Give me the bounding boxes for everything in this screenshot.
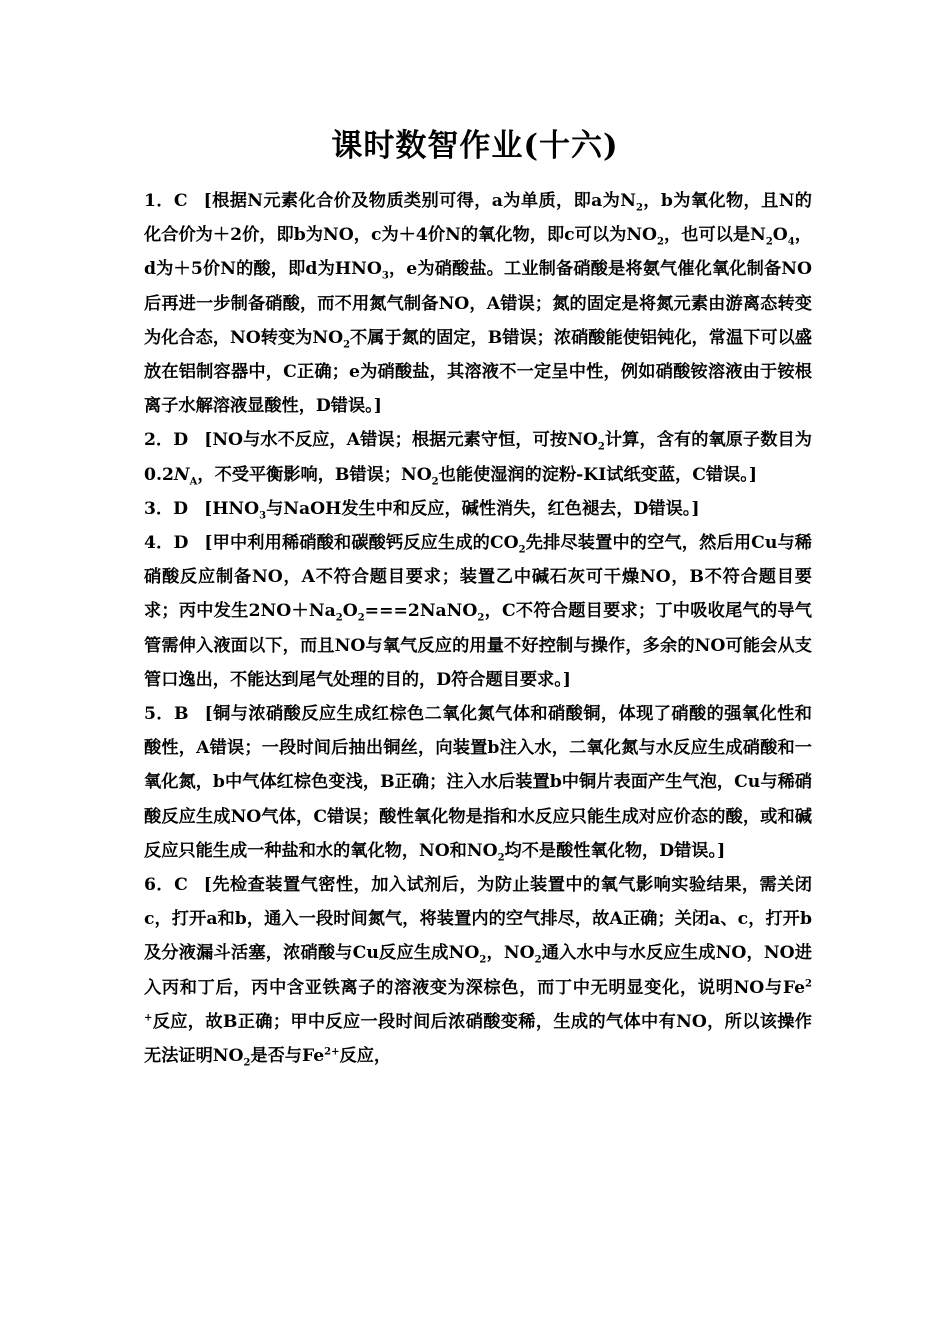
italic-symbol: N (173, 464, 190, 485)
subscript: 2 (597, 441, 605, 453)
superscript: 2+ (324, 1046, 340, 1058)
explanation-text: 通入水中与水反应生成NO，NO进入丙和丁后，丙中含亚铁离子的溶液变为深棕色，而丁中无明显变化，说明NO与Fe (144, 943, 812, 998)
explanation-text: [HNO (204, 498, 260, 519)
explanation-text: [铜与浓硝酸反应生成红棕色二氧化氮气体和硝酸铜，体现了硝酸的强氧化性和酸性，A错误；一段时间后抽出铜丝，向装置b注入水，二氧化氮与水反应生成硝酸和一氧化氮，b中气体红棕色变浅，B正确；注入水后装置b中铜片表面产生气泡，Cu与稀硝酸反应生成NO气体，C错误；酸性氧化物是指和水反应只能生成对应价态的酸，或和碱反应只能生成一种盐和水的氧化物，NO和NO (144, 704, 812, 861)
answer-choice: D (173, 533, 189, 554)
answer-choice: D (173, 430, 189, 451)
subscript: 3 (259, 510, 267, 522)
explanation-text: ，e为硝酸盐。工业制备硝酸是将氨气催化氧化制备NO后再进一步制备硝酸，而不用氮气制备NO，A错误；氮的固定是将氮元素由游离态转变为化合态，NO转变为NO (144, 259, 812, 348)
subscript: 2 (518, 544, 526, 556)
explanation-text: O (772, 225, 788, 246)
subscript: 2 (477, 612, 485, 624)
explanation-text: ，也可以是N (663, 225, 766, 246)
answer-choice: C (173, 191, 188, 211)
subscript: 2 (357, 612, 365, 624)
subscript: 2 (765, 236, 773, 248)
explanation-text: [NO与水不反应，A错误；根据元素守恒，可按NO (204, 430, 598, 451)
explanation-text: ，不受平衡影响，B错误；NO (197, 464, 432, 485)
subscript: 2 (243, 1057, 251, 1069)
subscript: 4 (787, 236, 795, 248)
answer-number: 3． (144, 498, 174, 519)
explanation-text: 反应，故B正确；甲中反应一段时间后浓硝酸变稀，生成的气体中有NO，所以该操作无法证明NO (144, 1011, 812, 1067)
answer-item-3 (144, 492, 812, 526)
superscript: 2+ (144, 977, 812, 1024)
explanation-text: 计算，含有的氧原子数目为0.2 (144, 430, 812, 485)
explanation-text: 反应， (339, 1046, 392, 1067)
subscript: 2 (335, 612, 343, 624)
subscript: 2 (431, 476, 439, 488)
answer-item-6 (144, 868, 812, 1073)
explanation-text: 也能使湿润的淀粉-KI试纸变蓝，C错误。] (438, 464, 757, 485)
answer-item-2 (144, 423, 812, 491)
answer-number: 4． (144, 533, 174, 554)
explanation-text: ，C不符合题目要求；丁中吸收尾气的导气管需伸入液面以下，而且NO与氧气反应的用量不好控制与操作，多余的NO可能会从支管口逸出，不能达到尾气处理的目的，D符合题目要求。] (144, 601, 812, 690)
explanation-text: 是否与Fe (250, 1046, 325, 1067)
answer-number: 1． (144, 191, 174, 211)
answer-item-4 (144, 526, 812, 697)
subscript: 2 (657, 236, 664, 248)
answer-number: 6． (144, 875, 175, 896)
answer-number: 5． (144, 704, 175, 725)
subscript: 2 (479, 954, 487, 966)
subscript: 2 (534, 954, 542, 966)
explanation-text: O (342, 601, 358, 622)
answer-choice: C (174, 875, 188, 896)
explanation-text: [甲中利用稀硝酸和碳酸钙反应生成的CO (204, 533, 519, 554)
explanation-text: 不属于氮的固定，B错误；浓硝酸能使铝钝化，常温下可以盛放在铝制容器中，C正确；e为硝酸盐，其溶液不一定呈中性，例如硝酸铵溶液由于铵根离子水解溶液显酸性，D错误。] (144, 327, 812, 417)
explanation-text: ===2NaNO (364, 601, 478, 622)
page-title: 课时数智作业(十六) (331, 128, 619, 164)
answer-choice: D (173, 498, 189, 519)
explanation-text: ，d为＋5价N的酸，即d为HNO (144, 225, 812, 280)
explanation-text: [根据N元素化合价及物质类别可得，a为单质，即a为N (203, 191, 636, 211)
answer-list (144, 184, 812, 1073)
answer-number: 2． (144, 430, 174, 451)
subscript: 2 (497, 852, 505, 864)
explanation-text: ，b为氧化物，且N的化合价为＋2价，即b为NO，c为＋4价N的氧化物，即c可以为NO (144, 191, 812, 246)
explanation-text: 先排尽装置中的空气，然后用Cu与稀硝酸反应制备NO，A不符合题目要求；装置乙中碱石灰可干燥NO，B不符合题目要求；丙中发生2NO＋Na (144, 533, 812, 622)
answer-choice: B (174, 704, 189, 725)
explanation-text: ，NO (486, 943, 535, 964)
explanation-text: 均不是酸性氧化物，D错误。] (504, 840, 726, 861)
answer-item-5 (144, 697, 812, 868)
subscript: 3 (381, 270, 389, 282)
answer-item-1 (144, 184, 812, 423)
subscript: A (189, 476, 198, 488)
explanation-text: 与NaOH发生中和反应，碱性消失，红色褪去，D错误。] (266, 498, 700, 519)
subscript: 2 (343, 339, 351, 351)
explanation-text: [先检查装置气密性，加入试剂后，为防止装置中的氧气影响实验结果，需关闭c，打开a和b，通入一段时间氮气，将装置内的空气排尽，故A正确；关闭a、c，打开b及分液漏斗活塞，浓硝酸与Cu反应生成NO (144, 875, 812, 964)
subscript: 2 (635, 202, 643, 214)
